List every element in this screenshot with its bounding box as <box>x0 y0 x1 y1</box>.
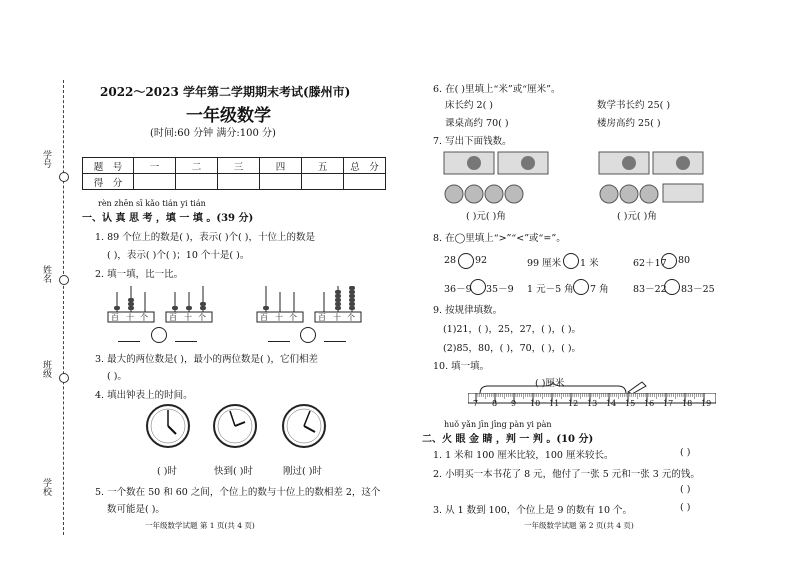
score-header-cell: 三 <box>218 158 260 174</box>
side-label-class: 班级 <box>41 360 51 378</box>
question-9: 9. 按规律填数。 <box>433 305 503 316</box>
money-figure-1 <box>442 150 557 206</box>
compare-circle[interactable] <box>151 327 167 343</box>
q8-left: 36－9 <box>444 284 472 295</box>
q8-left: 28 <box>444 255 457 266</box>
binding-hole <box>59 275 69 285</box>
score-header-cell: 四 <box>260 158 302 174</box>
score-header-cell: 一 <box>134 158 176 174</box>
q9-item-1: (1)21，( )，25，27，( )，( )。 <box>443 324 582 335</box>
abacus-label: 个 <box>198 313 206 322</box>
ruler-number: 12 <box>568 399 579 408</box>
score-cell[interactable] <box>218 174 260 190</box>
clock-face <box>212 403 258 449</box>
abacus-answer-blank[interactable] <box>324 328 346 342</box>
q7-answer-2: ( )元( )角 <box>617 211 657 222</box>
binding-hole <box>59 373 69 383</box>
section2-pinyin: huǒ yǎn jīn jīng pàn yi pàn <box>444 420 552 429</box>
clock-face <box>281 403 327 449</box>
q6-item-book: 数学书长约 25( ) <box>597 100 671 111</box>
abacus-label: 百 <box>260 313 268 322</box>
coin-image <box>600 184 703 203</box>
abacus-label: 十 <box>333 313 341 322</box>
binding-hole <box>59 172 69 182</box>
q8-left: 1 元－5 角 <box>527 284 574 295</box>
ruler-number: 9 <box>511 399 517 408</box>
q8-right: 35－9 <box>486 284 514 295</box>
q8-right: 80 <box>678 255 691 266</box>
abacus-answer-blank[interactable] <box>175 328 197 342</box>
ruler-number-row <box>468 399 716 414</box>
q8-right: 92 <box>475 255 488 266</box>
q8-right: 7 角 <box>590 284 609 295</box>
question-7: 7. 写出下面钱数。 <box>433 136 512 147</box>
abacus-label: 百 <box>318 313 326 322</box>
question-5-line2: 数可能是( )。 <box>107 504 165 515</box>
q8-left: 99 厘米 <box>527 258 562 269</box>
ruler-number: 14 <box>606 399 617 408</box>
ruler-number: 18 <box>682 399 693 408</box>
exam-title: 2022～2023 学年第二学期期末考试(滕州市) <box>100 85 351 99</box>
q8-right: 83－25 <box>681 284 715 295</box>
abacus-answer-blank[interactable] <box>118 328 140 342</box>
q6-item-building: 楼房高约 25( ) <box>597 118 661 129</box>
judge-blank-2[interactable]: ( ) <box>680 484 691 495</box>
score-row-label: 得 分 <box>83 174 134 190</box>
ruler-number: 10 <box>530 399 541 408</box>
q8-left: 62＋17 <box>633 258 667 269</box>
score-header-cell: 总 分 <box>344 158 386 174</box>
q8-left: 83－22 <box>633 284 667 295</box>
judge-item-1: 1. 1 米和 100 厘米比较，100 厘米较长。 <box>433 450 614 461</box>
score-table <box>82 157 386 190</box>
question-10: 10. 填一填。 <box>433 361 490 372</box>
ruler-number: 7 <box>473 399 479 408</box>
q8-right: 1 米 <box>580 258 599 269</box>
clock-answer-3: 刚过( )时 <box>283 466 322 477</box>
footer-left: 一年级数学试题 第 1 页(共 4 页) <box>145 521 255 530</box>
ruler-number: 8 <box>492 399 498 408</box>
ruler-number: 13 <box>587 399 598 408</box>
q8-compare-circle[interactable] <box>573 279 589 295</box>
score-cell[interactable] <box>344 174 386 190</box>
compare-circle[interactable] <box>300 327 316 343</box>
question-2: 2. 填一填，比一比。 <box>95 269 184 280</box>
section1-title: 一、认 真 思 考 ，填 一 填 。(39 分) <box>82 213 254 224</box>
clock-face <box>145 403 191 449</box>
judge-item-2: 2. 小明买一本书花了 8 元，他付了一张 5 元和一张 3 元的钱。 <box>433 469 700 480</box>
abacus-answer-blank[interactable] <box>268 328 290 342</box>
question-3-line1: 3. 最大的两位数是( )，最小的两位数是( )，它们相差 <box>95 354 318 365</box>
ruler-number: 16 <box>644 399 655 408</box>
side-label-school: 学校 <box>41 478 51 496</box>
score-cell[interactable] <box>176 174 218 190</box>
clock-answer-2: 快到( )时 <box>214 466 253 477</box>
banknote-image <box>444 152 548 174</box>
judge-blank-3[interactable]: ( ) <box>680 502 691 513</box>
money-figure-2 <box>597 150 712 206</box>
ruler-number: 15 <box>625 399 636 408</box>
q6-item-desk: 课桌高约 70( ) <box>445 118 509 129</box>
q8-compare-circle[interactable] <box>470 279 486 295</box>
question-5-line1: 5. 一个数在 50 和 60 之间，个位上的数与十位上的数相差 2，这个 <box>95 487 381 498</box>
clock-answer-1: ( )时 <box>157 466 177 477</box>
abacus-label: 个 <box>140 313 148 322</box>
score-header-cell: 五 <box>302 158 344 174</box>
abacus-label: 个 <box>289 313 297 322</box>
score-cell[interactable] <box>302 174 344 190</box>
abacus-label: 百 <box>169 313 177 322</box>
q9-item-2: (2)85，80，( )，70，( )，( )。 <box>443 343 582 354</box>
abacus-label: 百 <box>111 313 119 322</box>
q8-compare-circle[interactable] <box>563 253 579 269</box>
q8-compare-circle[interactable] <box>661 253 677 269</box>
ruler-number: 17 <box>663 399 674 408</box>
judge-item-3: 3. 从 1 数到 100，个位上是 9 的数有 10 个。 <box>433 505 633 516</box>
side-label-name: 姓名 <box>41 265 51 283</box>
binding-line <box>63 80 65 535</box>
question-1-line1: 1. 89 个位上的数是( )，表示( )个( )，十位上的数是 <box>95 232 315 243</box>
abacus-label: 十 <box>126 313 134 322</box>
question-6: 6. 在( )里填上“米”或“厘米”。 <box>433 84 561 95</box>
abacus-label: 个 <box>347 313 355 322</box>
pencil-icon <box>626 380 648 394</box>
score-cell[interactable] <box>260 174 302 190</box>
section2-title: 二、火 眼 金 睛 ，判 一 判 。(10 分) <box>422 434 594 445</box>
score-header-cell: 二 <box>176 158 218 174</box>
q7-answer-1: ( )元( )角 <box>466 211 506 222</box>
ruler-answer-label: ( )厘米 <box>535 378 565 389</box>
section1-pinyin: rèn zhēn sī kǎo tián yi tián <box>98 199 206 208</box>
banknote-image <box>599 152 703 174</box>
ruler-number: 11 <box>549 399 560 408</box>
question-1-line2: ( )，表示( )个( )；10 个十是( )。 <box>107 250 250 261</box>
score-cell[interactable] <box>134 174 176 190</box>
abacus-label: 十 <box>184 313 192 322</box>
abacus-label: 十 <box>275 313 283 322</box>
question-4: 4. 填出钟表上的时间。 <box>95 390 193 401</box>
footer-right: 一年级数学试题 第 2 页(共 4 页) <box>524 521 634 530</box>
q8-compare-circle[interactable] <box>458 253 474 269</box>
score-header-cell: 题 号 <box>83 158 134 174</box>
q6-item-bed: 床长约 2( ) <box>445 100 493 111</box>
coin-image <box>445 185 523 203</box>
subject-title: 一年级数学 <box>186 106 271 126</box>
judge-blank-1[interactable]: ( ) <box>680 447 691 458</box>
ruler-number: 19 <box>701 399 712 408</box>
time-info: (时间:60 分钟 满分:100 分) <box>150 128 276 139</box>
question-3-line2: ( )。 <box>107 371 127 382</box>
side-label-student-id: 学号 <box>41 150 51 168</box>
question-8: 8. 在◯里填上“>”“<”或“=”。 <box>433 233 566 244</box>
q8-compare-circle[interactable] <box>664 279 680 295</box>
